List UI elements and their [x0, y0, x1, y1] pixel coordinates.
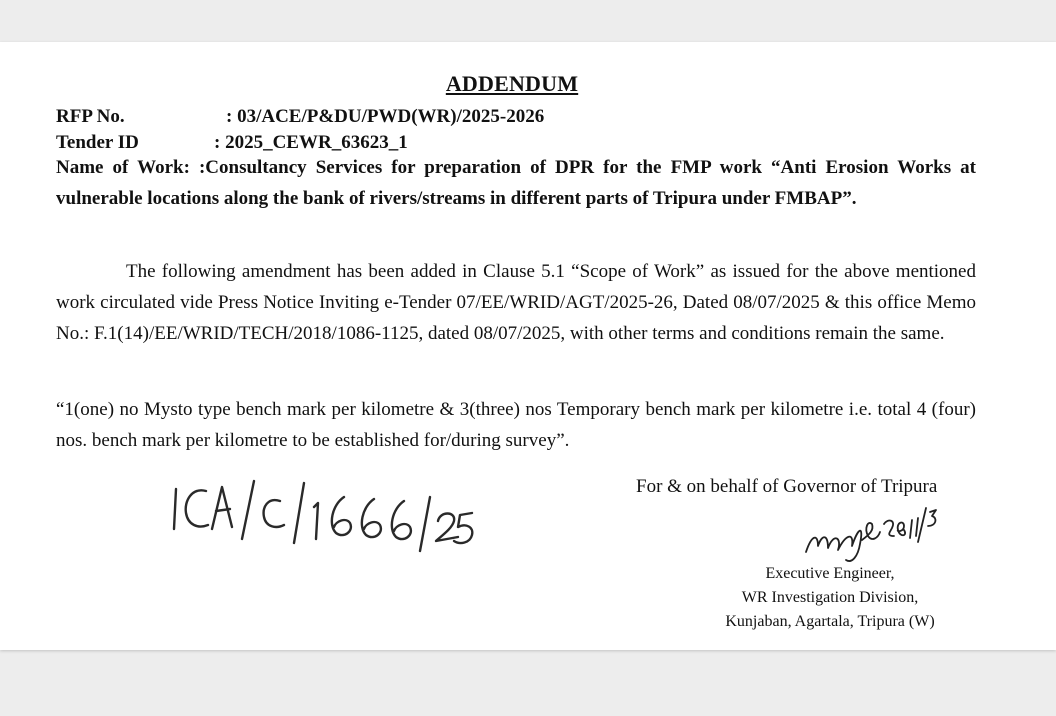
tender-row: [56, 132, 408, 154]
rfp-label: RFP No.: [56, 106, 125, 127]
signatory-designation: Executive Engineer,: [765, 565, 895, 582]
rfp-value: : 03/ACE/P&DU/PWD(WR)/2025-2026: [226, 106, 545, 127]
signatory-division: WR Investigation Division,: [741, 589, 919, 606]
amendment-paragraph: The following amendment has been added in Clause 5.1 “Scope of Work” as issued for the above mentioned work circulated vide Press Notice Inviting e-Tender 07/EE/WRID/AGT/2025-26, Dated 08/07/2025 & this office Memo No.: F.1(14)/EE/WRID/TECH/2018/1086-1125, dated 08/07/2025, with other terms and conditions remain the same.: [56, 261, 976, 344]
signatory-address: Kunjaban, Agartala, Tripura (W): [725, 613, 935, 630]
amendment-clause-text: “1(one) no Mysto type bench mark per kilometre & 3(three) nos Temporary bench mark per kilometre i.e. total 4 (four) nos. bench mark per kilometre to be established for/during survey”.: [56, 399, 976, 451]
document-page: [0, 42, 1056, 650]
handwritten-reference-number: [168, 467, 478, 562]
tender-value: : 2025_CEWR_63623_1: [214, 132, 408, 153]
handwritten-ref-drawing: [168, 467, 478, 557]
on-behalf-statement: For & on behalf of Governor of Tripura: [636, 476, 938, 497]
tender-label: Tender ID: [56, 132, 139, 153]
document-title: ADDENDUM: [445, 71, 579, 96]
name-of-work: [56, 152, 976, 214]
work-label: Name of Work:: [56, 157, 190, 178]
work-value: :Consultancy Services for preparation of DPR for the FMP work “Anti Erosion Works at vulnerable locations along the bank of rivers/streams in different parts of Tripura under FMBAP”.: [56, 157, 976, 209]
signatory-block: [700, 562, 960, 634]
rfp-row: [56, 106, 545, 128]
